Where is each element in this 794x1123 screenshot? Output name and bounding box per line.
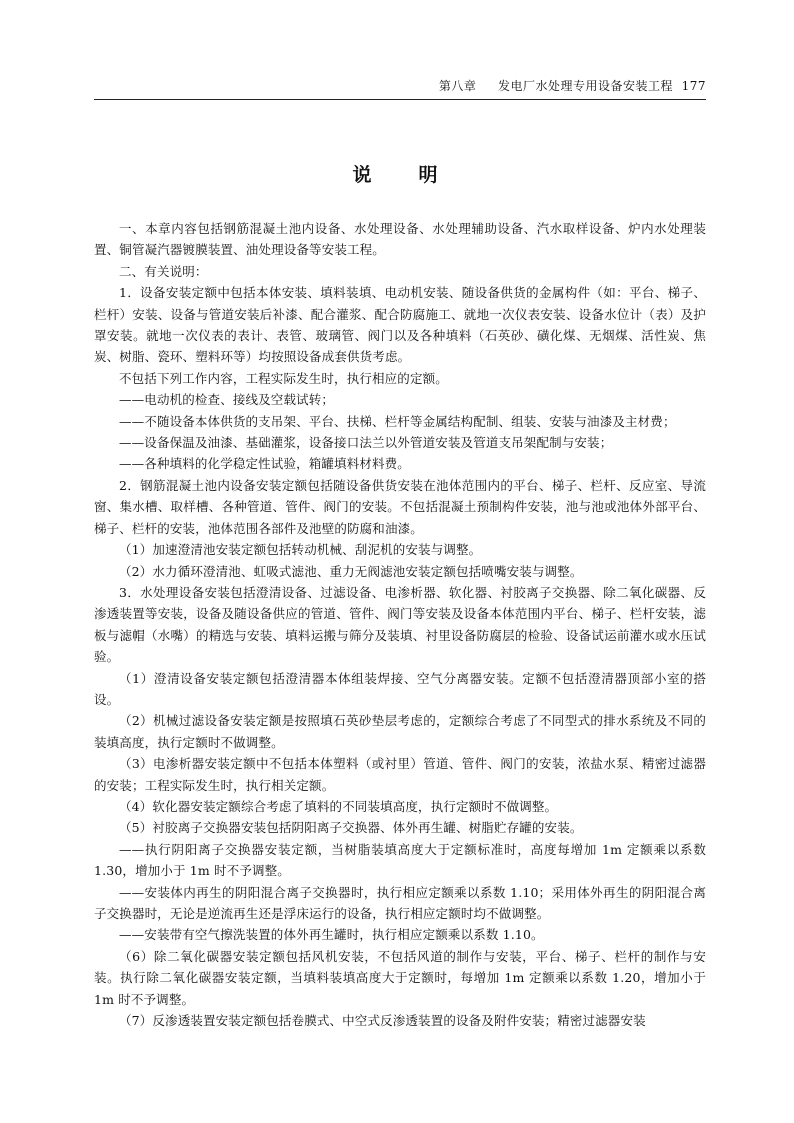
running-header [94,70,706,100]
paragraph: （4）软化器安装定额综合考虑了填料的不同装填高度，执行定额时不做调整。 [119,798,558,814]
header-text [439,77,706,94]
page-title: 说 明 [352,164,452,186]
dash-item: ——执行阴阳离子交换器安装定额，当树脂装填高度大于定额标准时，高度每增加 1m 定额乘以系数 1.30，增加小于 1m 时不予调整。 [94,841,706,879]
header-chapter: 第八章 [438,79,477,93]
paragraph: 1．设备安装定额中包括本体安装、填料装填、电动机安装、随设备供货的金属构件（如：平台、梯子、栏杆）安装、设备与管道安装后补漆、配合灌浆、配合防腐施工、就地一次仪表安装、设备水位计（表）及护罩安装。就地一次仪表的表计、表管、玻璃管、阀门以及各种填料（石英砂、磺化煤、无烟煤、活性炭、焦炭、树脂、瓷环、塑料环等）均按照设备成套供货考虑。 [94,285,706,365]
paragraph: （1）加速澄清池安装定额包括转动机械、刮泥机的安装与调整。 [119,542,482,558]
page-number: 177 [681,79,706,93]
paragraph: （6）除二氧化碳器安装定额包括风机安装，不包括风道的制作与安装，平台、梯子、栏杆的制作与安装。执行除二氧化碳器安装定额，当填料装填高度大于定额时，每增加 1m 定额乘以系数 1.20，增加小于 1m 时不予调整。 [94,948,706,1007]
dash-item: ——不随设备本体供货的支吊架、平台、扶梯、栏杆等金属结构配制、组装、安装与油漆及主材费； [119,413,676,429]
dash-item: ——安装带有空气擦洗装置的体外再生罐时，执行相应定额乘以系数 1.10。 [119,927,544,943]
dash-item: ——安装体内再生的阴阳混合离子交换器时，执行相应定额乘以系数 1.10；采用体外再生的阴阳混合离子交换器时，无论是逆流再生还是浮床运行的设备，执行相应定额时均不做调整。 [94,884,706,921]
paragraph: 一、本章内容包括钢筋混凝土池内设备、水处理设备、水处理辅助设备、汽水取样设备、炉内水处理装置、铜管凝汽器镀膜装置、油处理设备等安装工程。 [94,221,706,258]
paragraph: （7）反渗透装置安装定额包括卷膜式、中空式反渗透装置的设备及附件安装；精密过滤器安装 [119,1013,646,1029]
paragraph: 2．钢筋混凝土池内设备安装定额包括随设备供货安装在池体范围内的平台、梯子、栏杆、反应室、导流窗、集水槽、取样槽、各种管道、管件、阀门的安装。不包括混凝土预制构件安装，池与池或池体外部平台、梯子、栏杆的安装，池体范围各部件及池壁的防腐和油漆。 [94,477,706,536]
paragraph: （2）水力循环澄清池、虹吸式滤池、重力无阀滤池安装定额包括喷嘴安装与调整。 [119,563,583,579]
body-text [94,218,706,1031]
paragraph: （1）澄清设备安装定额包括澄清器本体组装焊接、空气分离器安装。定额不包括澄清器顶部小室的搭设。 [94,670,706,707]
dash-item: ——设备保温及油漆、基础灌浆，设备接口法兰以外管道安装及管道支吊架配制与安装； [119,435,613,451]
dash-item: ——各种填料的化学稳定性试验，箱罐填料材料费。 [119,456,410,472]
paragraph: （3）电渗析器安装定额中不包括本体塑料（或衬里）管道、管件、阀门的安装，浓盐水泵、精密过滤器的安装；工程实际发生时，执行相关定额。 [94,756,706,793]
paragraph: 不包括下列工作内容，工程实际发生时，执行相应的定额。 [119,370,448,386]
paragraph: （5）衬胶离子交换器安装包括阴阳离子交换器、体外再生罐、树脂贮存罐的安装。 [119,820,583,836]
paragraph: 3．水处理设备安装包括澄清设备、过滤设备、电渗析器、软化器、衬胶离子交换器、除二氧化碳器、反渗透装置等安装，设备及随设备供应的管道、管件、阀门等安装及设备本体范围内平台、梯子、栏杆安装，滤板与滤帽（水嘴）的精选与安装、填料运搬与筛分及装填、衬里设备防腐层的检验、设备试运前灌水或水压试验。 [94,584,706,665]
paragraph: 二、有关说明： [119,263,208,279]
header-title: 发电厂水处理专用设备安装工程 [497,79,673,93]
dash-item: ——电动机的检查、接线及空载试转； [119,392,335,408]
paragraph: （2）机械过滤设备安装定额是按照填石英砂垫层考虑的，定额综合考虑了不同型式的排水系统及不同的装填高度，执行定额时不做调整。 [94,713,706,750]
